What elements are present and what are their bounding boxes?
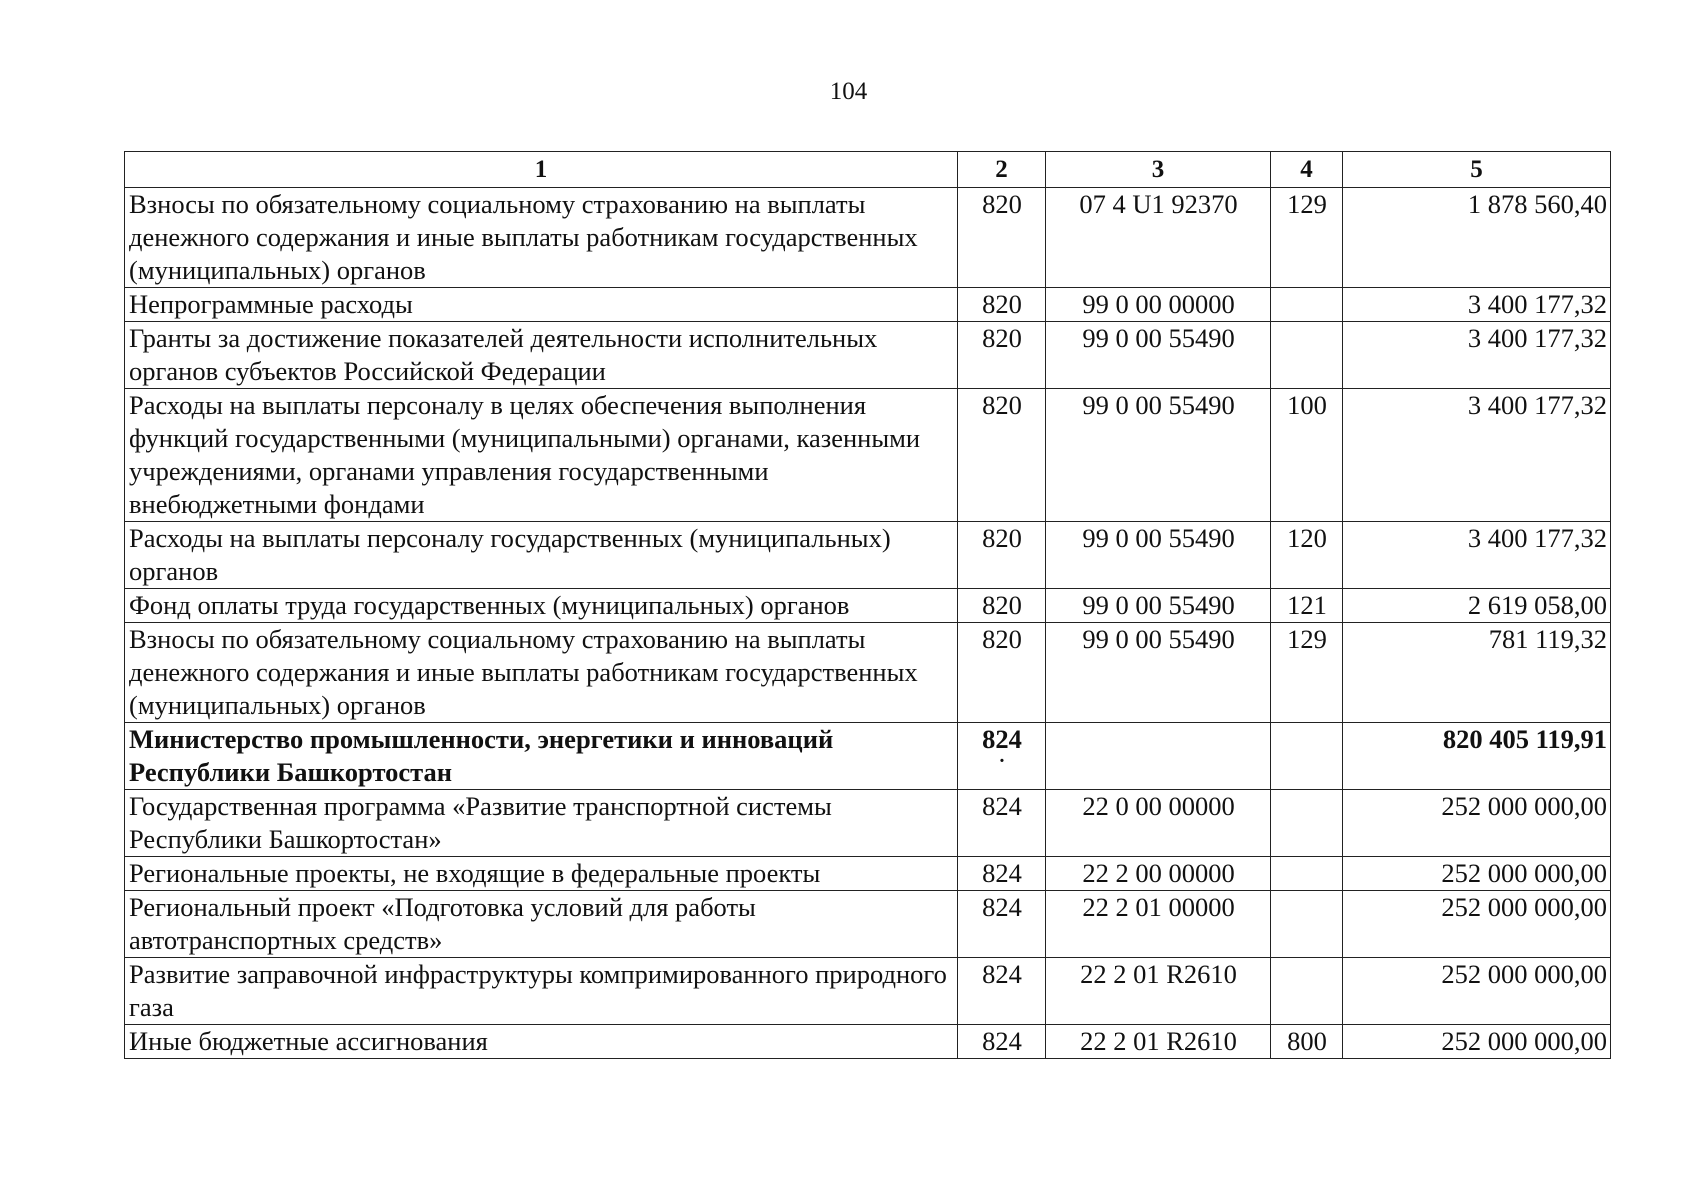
expense-kind-cell — [1271, 589, 1343, 623]
amount-cell — [1343, 288, 1611, 322]
expense-kind-cell-text: 129 — [1287, 624, 1327, 654]
target-item-cell-text: 99 0 00 55490 — [1082, 523, 1235, 553]
ministry-code-cell-text: 824 — [982, 858, 1022, 888]
expense-name-cell-text: Фонд оплаты труда государственных (муниципальных) органов — [129, 590, 850, 620]
ministry-code-cell-text: 820 — [982, 189, 1022, 219]
expense-kind-cell — [1271, 389, 1343, 522]
expense-name-cell — [125, 322, 958, 389]
expense-name-cell — [125, 1025, 958, 1059]
table-row — [125, 1025, 1611, 1059]
expense-kind-cell — [1271, 288, 1343, 322]
ministry-code-cell — [958, 790, 1046, 857]
amount-cell — [1343, 790, 1611, 857]
target-item-cell-text: 99 0 00 55490 — [1082, 590, 1235, 620]
ministry-code-cell-text: 820 — [982, 323, 1022, 353]
amount-cell — [1343, 723, 1611, 790]
amount-cell — [1343, 188, 1611, 288]
expense-name-cell-text: Взносы по обязательному социальному страхованию на выплаты денежного содержания и иные выплаты работникам государственных (муниципальных) органов — [129, 624, 918, 720]
expense-name-cell — [125, 522, 958, 589]
column-header-4: 4 — [1271, 152, 1343, 188]
target-item-cell — [1046, 589, 1271, 623]
target-item-cell — [1046, 623, 1271, 723]
expense-kind-cell — [1271, 790, 1343, 857]
target-item-cell-text: 22 2 01 00000 — [1082, 892, 1235, 922]
ministry-code-cell — [958, 589, 1046, 623]
table-row — [125, 790, 1611, 857]
table-row — [125, 288, 1611, 322]
table-header-row — [125, 152, 1611, 188]
amount-cell-text: 252 000 000,00 — [1441, 959, 1607, 989]
column-header-5: 5 — [1343, 152, 1611, 188]
expense-kind-cell-text: 121 — [1287, 590, 1327, 620]
ministry-code-cell — [958, 1025, 1046, 1059]
target-item-cell — [1046, 891, 1271, 958]
target-item-cell-text: 22 2 01 R2610 — [1080, 959, 1237, 989]
stray-dot-mark: · — [998, 750, 1006, 772]
expense-name-cell — [125, 623, 958, 723]
expense-name-cell-text: Гранты за достижение показателей деятельности исполнительных органов субъектов Российской Федерации — [129, 323, 878, 386]
expense-kind-cell — [1271, 522, 1343, 589]
expense-kind-cell — [1271, 623, 1343, 723]
amount-cell-text: 252 000 000,00 — [1441, 892, 1607, 922]
target-item-cell — [1046, 958, 1271, 1025]
expense-name-cell-text: Иные бюджетные ассигнования — [129, 1026, 488, 1056]
target-item-cell — [1046, 389, 1271, 522]
expense-name-cell-text: Расходы на выплаты персоналу государственных (муниципальных) органов — [129, 523, 891, 586]
expense-kind-cell-text: 100 — [1287, 390, 1327, 420]
target-item-cell — [1046, 522, 1271, 589]
ministry-code-cell-text: 824 — [982, 959, 1022, 989]
budget-table — [124, 151, 1611, 1059]
target-item-cell — [1046, 188, 1271, 288]
expense-kind-cell — [1271, 1025, 1343, 1059]
expense-name-cell-text: Расходы на выплаты персоналу в целях обеспечения выполнения функций государственными (муниципальными) органами, казенными учреждениями, органами управления государственными внебюджетными фондами — [129, 390, 921, 519]
expense-name-cell — [125, 188, 958, 288]
target-item-cell-text: 99 0 00 00000 — [1082, 289, 1235, 319]
expense-kind-cell — [1271, 958, 1343, 1025]
expense-name-cell-text: Государственная программа «Развитие транспортной системы Республики Башкортостан» — [129, 791, 832, 854]
column-header-2: 2 — [958, 152, 1046, 188]
expense-name-cell-text: Развитие заправочной инфраструктуры компримированного природного газа — [129, 959, 947, 1022]
amount-cell-text: 1 878 560,40 — [1467, 189, 1607, 219]
expense-name-cell — [125, 790, 958, 857]
ministry-code-cell — [958, 891, 1046, 958]
table-row — [125, 589, 1611, 623]
table-row — [125, 958, 1611, 1025]
expense-name-cell — [125, 723, 958, 790]
amount-cell — [1343, 389, 1611, 522]
amount-cell-text: 3 400 177,32 — [1467, 323, 1607, 353]
ministry-code-cell-text: 824 — [982, 724, 1022, 754]
ministry-code-cell-text: 824 — [982, 892, 1022, 922]
ministry-code-cell-text: 820 — [982, 390, 1022, 420]
ministry-code-cell — [958, 522, 1046, 589]
expense-kind-cell-text: 800 — [1287, 1026, 1327, 1056]
expense-kind-cell — [1271, 891, 1343, 958]
expense-kind-cell-text: 120 — [1287, 523, 1327, 553]
amount-cell-text: 252 000 000,00 — [1441, 791, 1607, 821]
target-item-cell-text: 07 4 U1 92370 — [1079, 189, 1238, 219]
amount-cell — [1343, 891, 1611, 958]
table-row — [125, 723, 1611, 790]
target-item-cell-text: 22 2 00 00000 — [1082, 858, 1235, 888]
table-row — [125, 891, 1611, 958]
ministry-code-cell — [958, 389, 1046, 522]
table-row — [125, 322, 1611, 389]
ministry-code-cell — [958, 958, 1046, 1025]
expense-name-cell — [125, 288, 958, 322]
amount-cell-text: 252 000 000,00 — [1441, 858, 1607, 888]
expense-name-cell — [125, 389, 958, 522]
ministry-code-cell-text: 820 — [982, 523, 1022, 553]
expense-kind-cell — [1271, 188, 1343, 288]
amount-cell-text: 3 400 177,32 — [1467, 523, 1607, 553]
ministry-code-cell-text: 820 — [982, 289, 1022, 319]
table-row — [125, 623, 1611, 723]
target-item-cell — [1046, 790, 1271, 857]
target-item-cell — [1046, 857, 1271, 891]
target-item-cell — [1046, 1025, 1271, 1059]
ministry-code-cell-text: 824 — [982, 791, 1022, 821]
ministry-code-cell — [958, 288, 1046, 322]
ministry-code-cell-text: 824 — [982, 1026, 1022, 1056]
column-header-1: 1 — [125, 152, 958, 188]
amount-cell — [1343, 1025, 1611, 1059]
expense-name-cell — [125, 891, 958, 958]
table-body — [125, 188, 1611, 1059]
table-row — [125, 389, 1611, 522]
amount-cell — [1343, 623, 1611, 723]
page-number: 104 — [829, 78, 868, 105]
amount-cell — [1343, 522, 1611, 589]
amount-cell-text: 3 400 177,32 — [1467, 289, 1607, 319]
expense-name-cell-text: Региональный проект «Подготовка условий для работы автотранспортных средств» — [129, 892, 756, 955]
table-row — [125, 857, 1611, 891]
target-item-cell — [1046, 322, 1271, 389]
target-item-cell-text: 22 2 01 R2610 — [1080, 1026, 1237, 1056]
amount-cell-text: 2 619 058,00 — [1467, 590, 1607, 620]
expense-name-cell-text: Министерство промышленности, энергетики и инноваций Республики Башкортостан — [129, 724, 834, 787]
amount-cell-text: 781 119,32 — [1488, 624, 1607, 654]
expense-name-cell-text: Региональные проекты, не входящие в федеральные проекты — [129, 858, 821, 888]
expense-kind-cell-text: 129 — [1287, 189, 1327, 219]
ministry-code-cell — [958, 723, 1046, 790]
target-item-cell — [1046, 723, 1271, 790]
expense-name-cell-text: Взносы по обязательному социальному страхованию на выплаты денежного содержания и иные выплаты работникам государственных (муниципальных) органов — [129, 189, 918, 285]
target-item-cell-text: 22 0 00 00000 — [1082, 791, 1235, 821]
expense-name-cell-text: Непрограммные расходы — [129, 289, 413, 319]
column-header-3: 3 — [1046, 152, 1271, 188]
target-item-cell — [1046, 288, 1271, 322]
amount-cell — [1343, 589, 1611, 623]
ministry-code-cell — [958, 623, 1046, 723]
amount-cell — [1343, 322, 1611, 389]
target-item-cell-text: 99 0 00 55490 — [1082, 323, 1235, 353]
ministry-code-cell — [958, 188, 1046, 288]
ministry-code-cell — [958, 322, 1046, 389]
amount-cell-text: 3 400 177,32 — [1467, 390, 1607, 420]
table-row — [125, 188, 1611, 288]
table-row — [125, 522, 1611, 589]
amount-cell-text: 252 000 000,00 — [1441, 1026, 1607, 1056]
expense-name-cell — [125, 589, 958, 623]
target-item-cell-text: 99 0 00 55490 — [1082, 624, 1235, 654]
ministry-code-cell-text: 820 — [982, 624, 1022, 654]
expense-kind-cell — [1271, 322, 1343, 389]
ministry-code-cell-text: 820 — [982, 590, 1022, 620]
expense-name-cell — [125, 857, 958, 891]
ministry-code-cell — [958, 857, 1046, 891]
amount-cell — [1343, 857, 1611, 891]
target-item-cell-text: 99 0 00 55490 — [1082, 390, 1235, 420]
amount-cell-text: 820 405 119,91 — [1442, 724, 1607, 754]
expense-kind-cell — [1271, 857, 1343, 891]
expense-name-cell — [125, 958, 958, 1025]
amount-cell — [1343, 958, 1611, 1025]
expense-kind-cell — [1271, 723, 1343, 790]
